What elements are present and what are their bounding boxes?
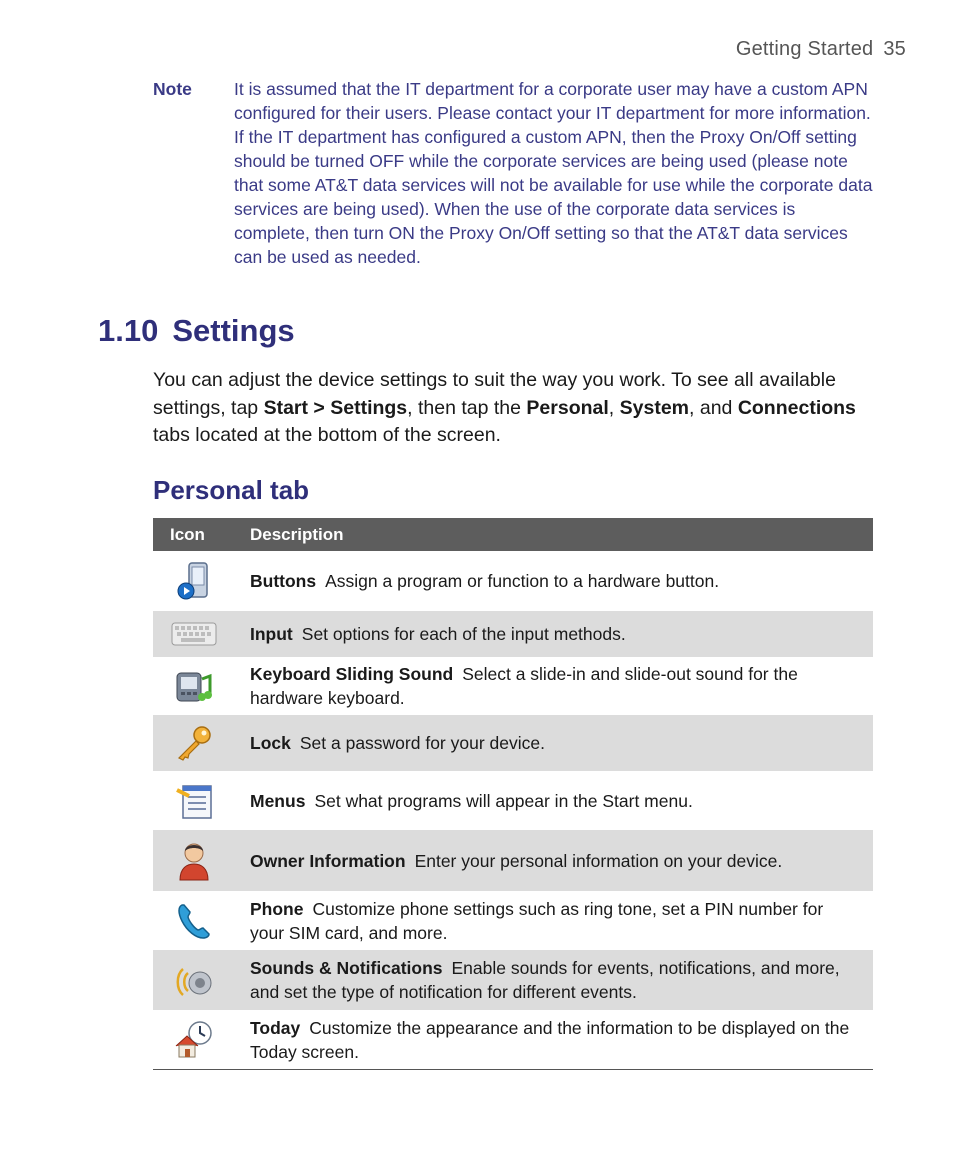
setting-name: Input xyxy=(250,624,293,644)
setting-description: Customize phone settings such as ring tone, set a PIN number for your SIM card, and more. xyxy=(250,898,824,943)
subsection-heading: Personal tab xyxy=(153,475,310,505)
header-description-col: Description xyxy=(250,524,344,544)
setting-name: Menus xyxy=(250,790,306,811)
section-number: 1.10 xyxy=(98,313,159,348)
person-icon xyxy=(153,840,250,882)
row-description xyxy=(250,956,873,1004)
intro-start-settings: Start > Settings xyxy=(263,396,408,419)
intro-text: , then tap the xyxy=(407,396,527,419)
table-row xyxy=(153,771,873,830)
page-number: 35 xyxy=(883,38,906,60)
table-row xyxy=(153,1010,873,1070)
table-row xyxy=(153,715,873,771)
row-description xyxy=(250,569,873,593)
key-icon xyxy=(153,724,250,762)
intro-connections: Connections xyxy=(737,396,856,419)
intro-text: tabs located at the bottom of the screen. xyxy=(153,424,501,446)
today-icon xyxy=(153,1020,250,1060)
table-row xyxy=(153,551,873,611)
table-row xyxy=(153,891,873,950)
setting-name: Keyboard Sliding Sound xyxy=(250,664,454,684)
setting-description: Select a slide-in and slide-out sound for the hardware keyboard. xyxy=(250,664,798,708)
setting-description: Customize the appearance and the information to be displayed on the Today screen. xyxy=(250,1017,850,1062)
table-header xyxy=(153,518,873,551)
setting-name: Sounds & Notifications xyxy=(250,958,443,978)
row-description xyxy=(250,622,873,646)
setting-description: Assign a program or function to a hardware button. xyxy=(325,571,720,591)
intro-text: , xyxy=(608,396,620,419)
note-block xyxy=(153,77,873,269)
table-row xyxy=(153,611,873,657)
setting-name: Buttons xyxy=(250,571,317,591)
header-icon-col: Icon xyxy=(170,524,205,544)
note-text: It is assumed that the IT department for a corporate user may have a custom APN configured for their users. Please contact your IT department for more information. If the IT department has configured a custom APN, then the Proxy On/Off setting should be turned OFF while the corporate services are being used (please note that some AT&T data services will not be available for use while the corporate data services are being used). When the use of the corporate data services is complete, then turn ON the Proxy On/Off setting so that the AT&T data services can be used as needed. xyxy=(234,79,873,267)
section-heading xyxy=(98,313,295,349)
setting-name: Phone xyxy=(250,898,304,919)
intro-text: You can adjust the device settings to suit the way you work. To see all available settings, tap xyxy=(153,369,836,419)
row-description xyxy=(250,897,873,945)
running-head-section: Getting Started xyxy=(735,38,874,60)
intro-paragraph xyxy=(153,367,878,450)
setting-description: Set what programs will appear in the Start menu. xyxy=(314,790,693,811)
row-description xyxy=(250,662,873,710)
setting-name: Lock xyxy=(250,733,291,753)
row-description xyxy=(250,849,873,873)
row-description xyxy=(250,789,873,813)
setting-name: Today xyxy=(250,1017,301,1038)
phone-icon xyxy=(153,901,250,941)
setting-name: Owner Information xyxy=(250,850,406,871)
setting-description: Set a password for your device. xyxy=(299,733,545,753)
speaker-icon xyxy=(153,961,250,999)
intro-personal: Personal xyxy=(526,396,609,419)
menu-icon xyxy=(153,782,250,820)
intro-text: , and xyxy=(689,396,738,419)
note-label: Note xyxy=(153,79,192,99)
table-row xyxy=(153,830,873,891)
section-title: Settings xyxy=(172,313,295,348)
table-row xyxy=(153,657,873,715)
intro-system: System xyxy=(619,396,690,419)
table-row xyxy=(153,950,873,1010)
setting-description: Enable sounds for events, notifications, and more, and set the type of notification for different events. xyxy=(250,958,840,1002)
setting-description: Set options for each of the input methods. xyxy=(301,624,626,644)
row-description xyxy=(250,1016,873,1064)
personal-tab-table xyxy=(153,518,873,1070)
buttons-icon xyxy=(153,561,250,601)
running-head xyxy=(736,38,906,61)
row-description xyxy=(250,731,873,755)
setting-description: Enter your personal information on your device. xyxy=(414,850,783,871)
keyboard-sound-icon xyxy=(153,667,250,705)
keyboard-icon xyxy=(153,622,250,646)
